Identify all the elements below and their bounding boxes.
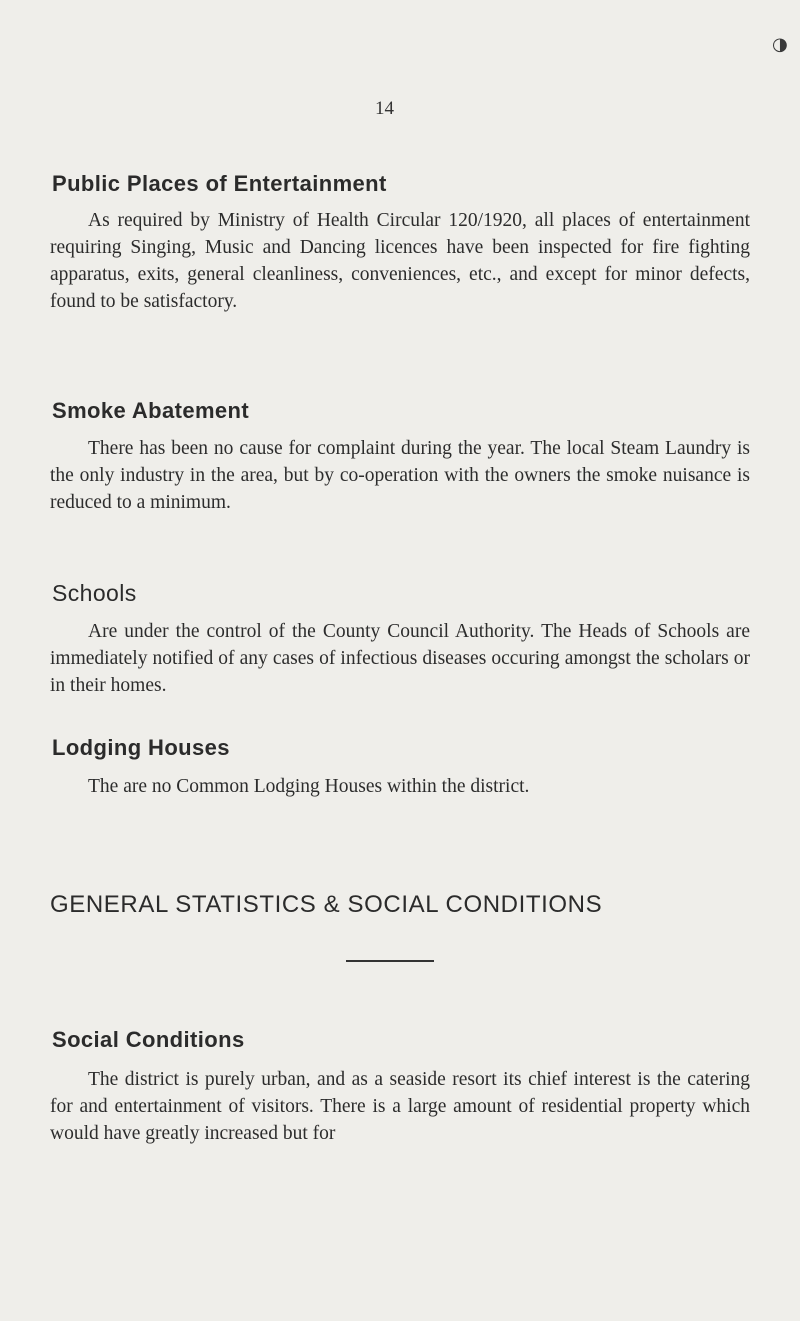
paragraph-smoke-abatement: There has been no cause for complaint during the year. The local Steam Laundry is the only industry in the area, but by co-operation with the owners the smoke nuisance is reduced to a minimum.: [50, 438, 750, 513]
page-number: 14: [375, 98, 394, 119]
paragraph-lodging-houses: The are no Common Lodging Houses within the district.: [88, 776, 530, 797]
heading-social-conditions: Social Conditions: [52, 1027, 245, 1052]
heading-public-places: Public Places of Entertainment: [52, 171, 387, 196]
heading-smoke-abatement: Smoke Abatement: [52, 398, 250, 423]
paragraph-schools: Are under the control of the County Council Authority. The Heads of Schools are immediately notified of any cases of infectious diseases occuring amongst the scholars or in their homes.: [50, 621, 750, 696]
heading-schools: Schools: [52, 580, 137, 606]
heading-lodging-houses: Lodging Houses: [52, 735, 230, 760]
corner-mark-icon: ◑: [772, 34, 788, 55]
paragraph-public-places: As required by Ministry of Health Circular 120/1920, all places of entertainment requiring Singing, Music and Dancing licences have been inspected for fire fighting apparatus, exits, general cleanliness, conveniences, etc., and except for minor defects, found to be satisfactory.: [50, 210, 750, 312]
divider-rule: [346, 960, 434, 962]
paragraph-social-conditions: The district is purely urban, and as a seaside resort its chief interest is the catering for and entertainment of visitors. There is a large amount of residential property which would have greatly increased but for: [50, 1069, 750, 1144]
section-title-general-statistics: GENERAL STATISTICS & SOCIAL CONDITIONS: [50, 891, 603, 918]
